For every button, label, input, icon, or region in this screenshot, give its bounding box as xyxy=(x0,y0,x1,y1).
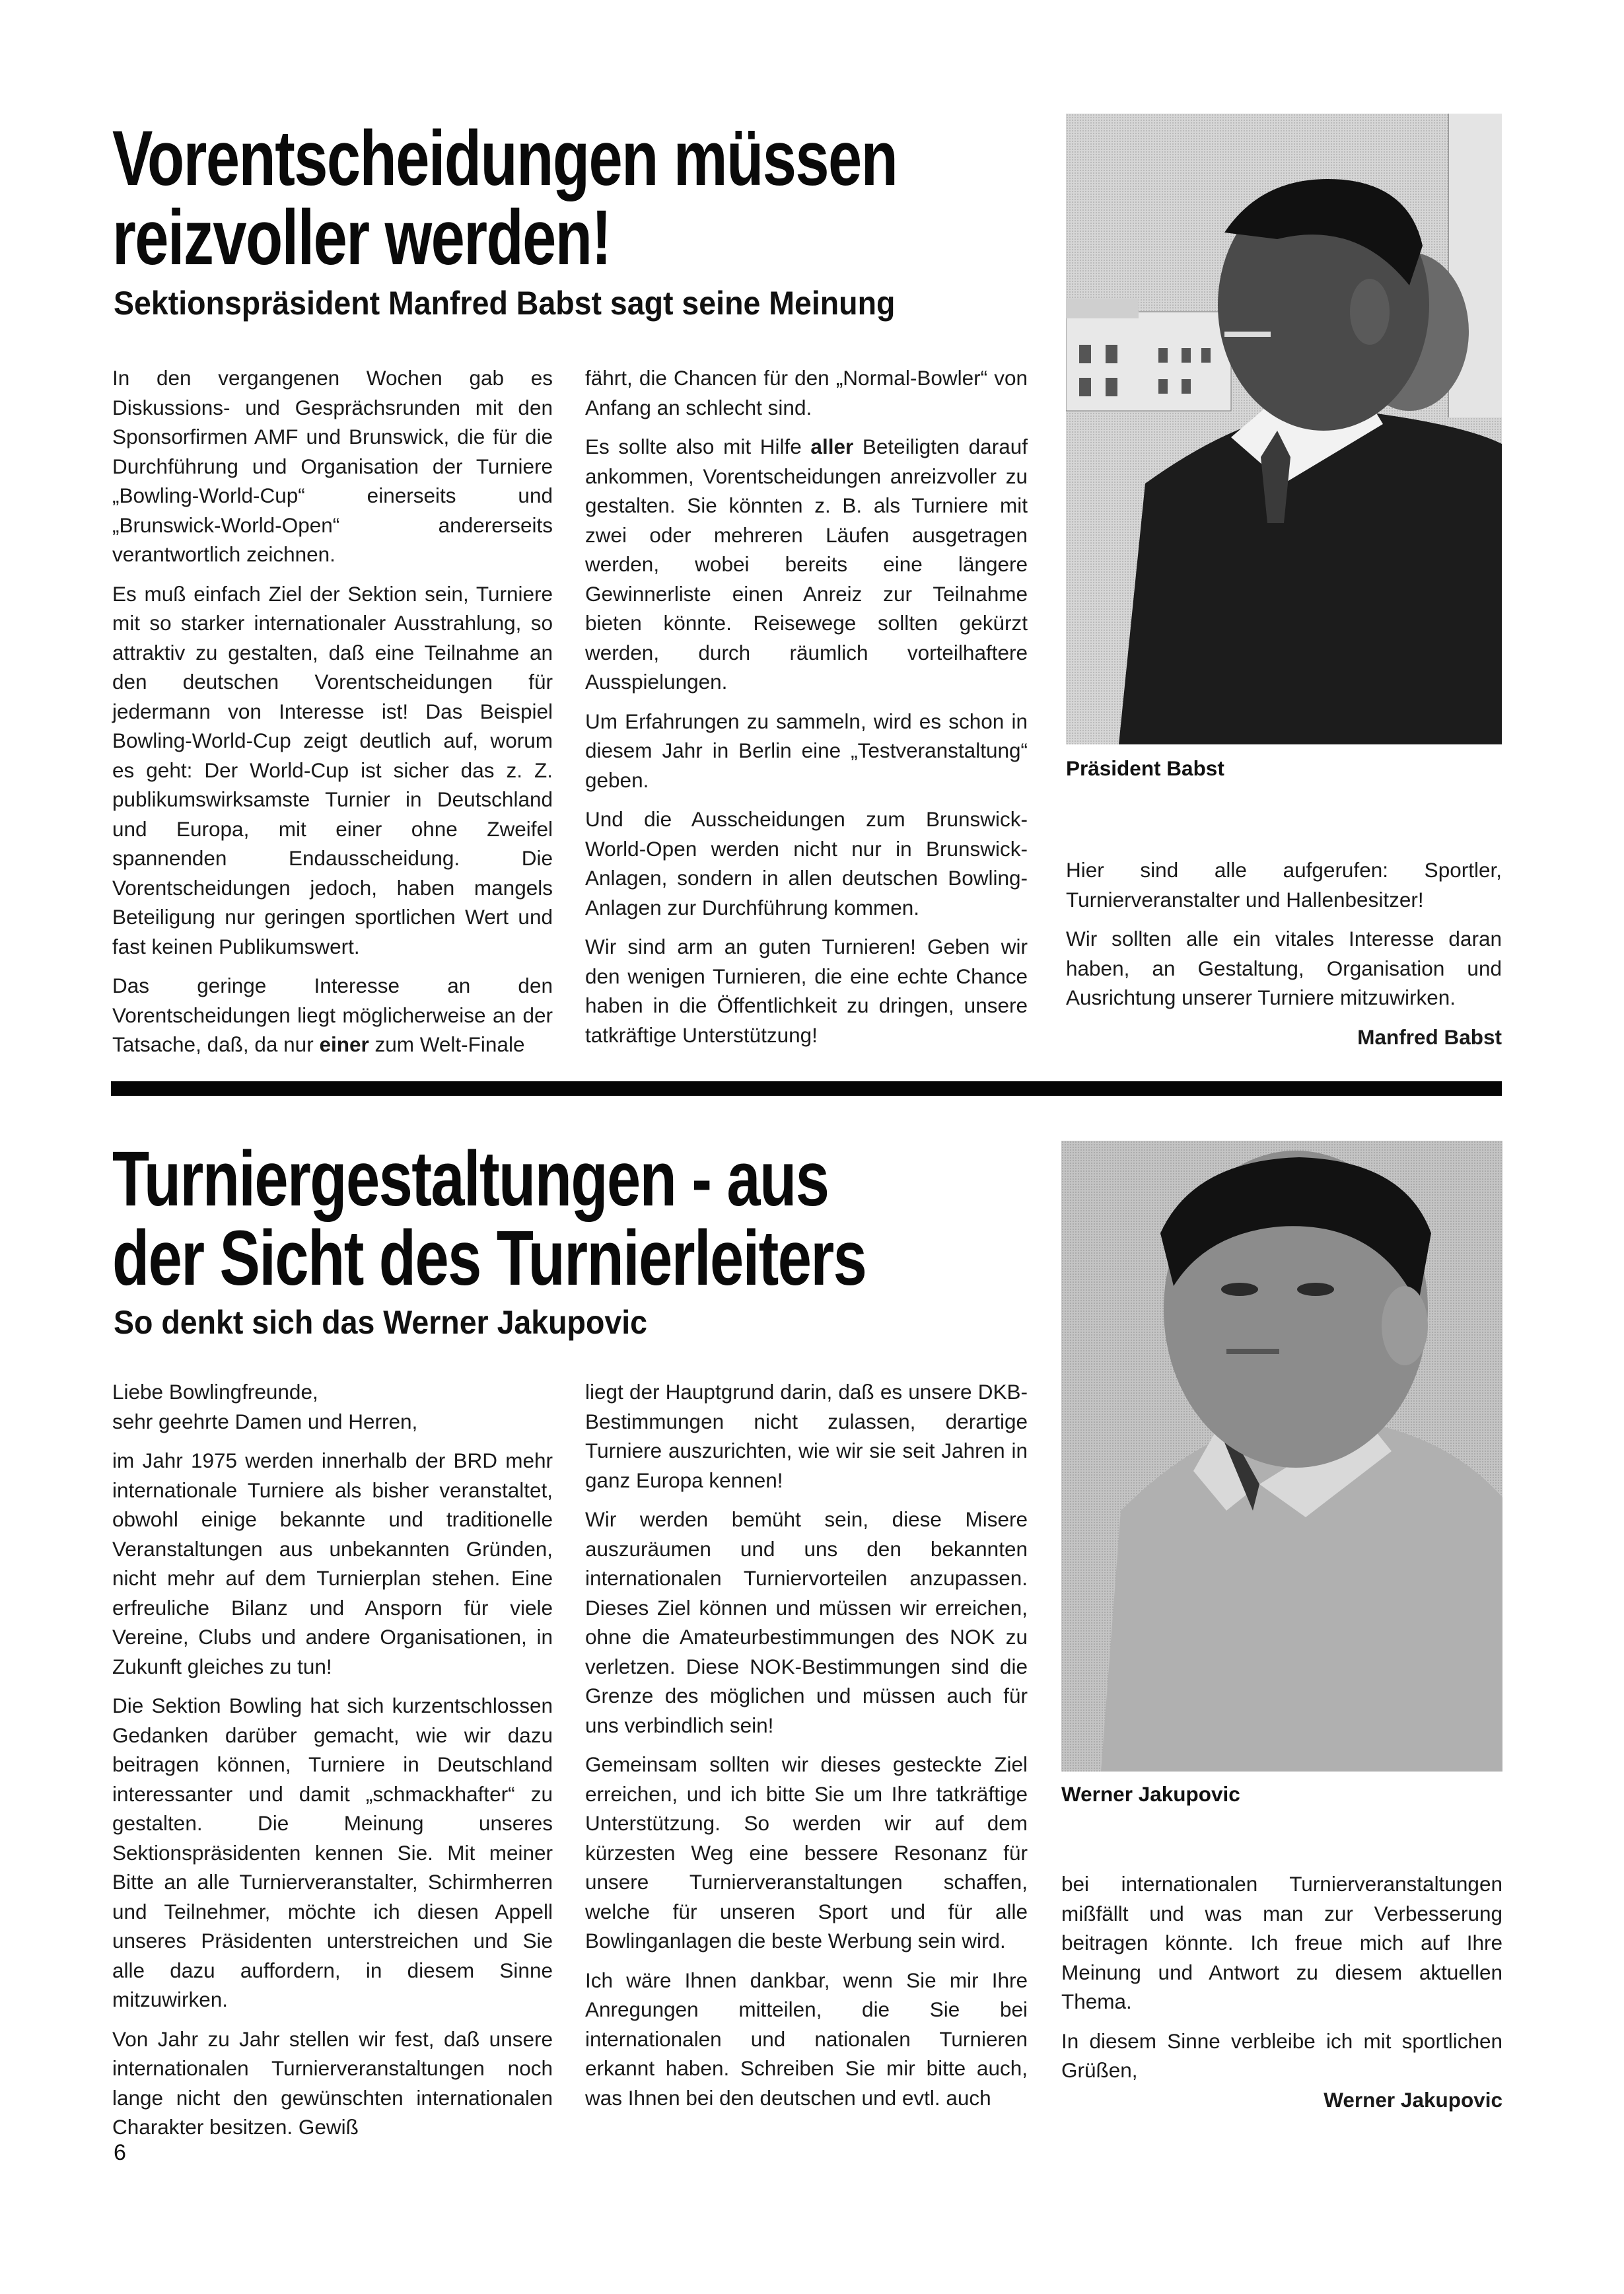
article1-headline-line2: reizvoller werden! xyxy=(112,194,611,281)
paragraph: Um Erfahrungen zu sammeln, wird es schon in diesem Jahr in Berlin eine „Testveranstaltung“ geben. xyxy=(585,709,1028,792)
paragraph: Von Jahr zu Jahr stellen wir fest, daß unsere internationalen Turnierveranstaltungen noch lange nicht den gewünschten internationalen Charakter besitzen. Gewiß xyxy=(112,2026,553,2139)
paragraph xyxy=(112,971,553,1059)
article2-column-3 xyxy=(1061,1869,1502,2124)
paragraph: Die Sektion Bowling hat sich kurzentschlossen Gedanken darüber gemacht, wie wir dazu beitragen können, Turniere in Deutschland interessanter und damit „schmackhafter“ zu gestalten. Die Meinung unseres Sektionspräsidenten kennen Sie. Mit meiner Bitte an alle Turnierveranstalter, Schirmherren und Teilnehmer, möchte ich diesen Appell unseres Präsidenten unterstreichen und Sie alle dazu auffordern, in diesem Sinne mitzuwirken. xyxy=(112,1694,553,2011)
article1-column-2 xyxy=(585,363,1028,1059)
paragraph: Und die Ausscheidungen zum Brunswick-World-Open werden nicht nur in Brunswick-Anlagen, sondern in allen deutschen Bowling-Anlagen zur Durchführung kommen. xyxy=(585,807,1028,919)
article2-column-2 xyxy=(585,1377,1028,2122)
paragraph: fährt, die Chancen für den „Normal-Bowler“ von Anfang an schlecht sind. xyxy=(585,366,1028,419)
paragraph: Wir sollten alle ein vitales Interesse daran haben, an Gestaltung, Organisation und Ausrichtung unserer Turniere mitzuwirken. xyxy=(1066,927,1502,1009)
text: Das geringe Interesse an den Vorentscheidungen liegt möglicherweise an der Tatsache, daß, da nur xyxy=(112,974,553,1056)
paragraph xyxy=(585,432,1028,697)
greeting-line: sehr geehrte Damen und Herren, xyxy=(112,1409,418,1433)
article1-headline-line1: Vorentscheidungen müssen xyxy=(112,115,898,202)
paragraph: Wir werden bemüht sein, diese Misere auszuräumen und uns den bekannten internationalen Turniervorteilen anzupassen. Dieses Ziel können und müssen wir erreichen, ohne die Amateurbestimmungen des NOK zu verletzen. Diese NOK-Bestimmungen sind die Grenze des möglichen und müssen auch für uns verbindlich sein! xyxy=(585,1507,1028,1737)
paragraph: im Jahr 1975 werden innerhalb der BRD mehr internationale Turniere als bisher veranstaltet, obwohl einige bekannte und traditionelle Veranstaltungen aus unbekannten Gründen, nicht mehr auf dem Turnierplan stehen. Eine erfreuliche Bilanz und Ansporn für viele Vereine, Clubs und andere Organisationen, in Zukunft gleiches zu tun! xyxy=(112,1449,553,1678)
article1-column-3 xyxy=(1066,855,1502,1061)
photo-caption-jakupovic: Werner Jakupovic xyxy=(1061,1782,1240,1806)
paragraph: In den vergangenen Wochen gab es Diskussions- und Gesprächsrunden mit den Sponsorfirmen AMF und Brunswick, die für die Durchführung und Organisation der Turniere „Bowling-World-Cup“ einerseits und „Brunswick-World-Open“ andererseits verantwortlich zeichnen. xyxy=(112,366,553,566)
portrait-photo-icon xyxy=(1061,1141,1502,1772)
portrait-photo-icon xyxy=(1066,114,1502,744)
paragraph: Hier sind alle aufgerufen: Sportler, Turnierveranstalter und Hallenbesitzer! xyxy=(1066,858,1502,912)
bold-text: einer xyxy=(319,1032,369,1056)
article2-headline-line1: Turniergestaltungen - aus xyxy=(112,1135,829,1223)
article2-headline-line2: der Sicht des Turnierleiters xyxy=(112,1215,866,1302)
signature-manfred-babst: Manfred Babst xyxy=(1357,1024,1502,1049)
portrait-photo-babst xyxy=(1066,114,1502,744)
text: Beteiligten darauf ankommen, Vorentscheidungen anreizvoller zu gestalten. Sie könnten z. B. als Turniere mit zwei oder mehreren Läufen ausgetragen werden, wobei bereits eine längere Gewinnerliste einen Anreiz zur Teilnahme bieten könnte. Reisewege sollten gekürzt werden, durch räumlich vorteilhaftere Ausspielungen. xyxy=(585,435,1028,694)
paragraph: In diesem Sinne verbleibe ich mit sportlichen Grüßen, xyxy=(1061,2028,1502,2082)
paragraph: Es muß einfach Ziel der Sektion sein, Turniere mit so starker internationaler Ausstrahlung, so attraktiv zu gestalten, daß eine Teilnahme an den deutschen Vorentscheidungen für jedermann von Interesse ist! Das Beispiel Bowling-World-Cup zeigt deutlich auf, worum es geht: Der World-Cup ist sicher das z. Z. publikumswirksamste Turnier in Deutschland und Europa, mit einer ohne Zweifel spannenden Endausscheidung. Die Vorentscheidungen jedoch, haben mangels Beteiligung nur geringen sportlichen Wert und fast keinen Publikumswert. xyxy=(112,581,553,958)
signature-werner-jakupovic: Werner Jakupovic xyxy=(1324,2087,1502,2112)
paragraph: liegt der Hauptgrund darin, daß es unsere DKB-Bestimmungen nicht zulassen, derartige Turniere auszurichten, wie wir sie seit Jahren in ganz Europa kennen! xyxy=(585,1380,1028,1492)
article2-column-1 xyxy=(112,1377,553,2152)
article1-subhead: Sektionspräsident Manfred Babst sagt seine Meinung xyxy=(114,285,896,322)
paragraph: Ich wäre Ihnen dankbar, wenn Sie mir Ihre Anregungen mitteilen, die Sie bei internationalen und nationalen Turnieren erkannt haben. Schreiben Sie mir bitte auch, was Ihnen bei den deutschen und evtl. auch xyxy=(585,1968,1028,2110)
page-number: 6 xyxy=(114,2140,126,2165)
paragraph: bei internationalen Turnierveranstaltungen mißfällt und was man zur Verbesserung beitragen könnte. Ich freue mich auf Ihre Meinung und Antwort zu diesem aktuellen Thema. xyxy=(1061,1872,1502,2013)
section-divider xyxy=(111,1081,1502,1096)
greeting-line: Liebe Bowlingfreunde, xyxy=(112,1380,318,1404)
paragraph: Gemeinsam sollten wir dieses gesteckte Ziel erreichen, und ich bitte Sie um Ihre tatkräftige Unterstützung. So werden wir auf dem kürzesten Weg eine bessere Resonanz für unsere Turnierveranstaltungen schaffen, welche für unseren Sport und für alle Bowlinganlagen die beste Werbung sein wird. xyxy=(585,1752,1028,1953)
text: zum Welt-Finale xyxy=(369,1032,525,1056)
portrait-photo-jakupovic xyxy=(1061,1141,1502,1772)
text: Es sollte also mit Hilfe xyxy=(585,435,811,458)
photo-caption-babst: Präsident Babst xyxy=(1066,756,1224,780)
paragraph: Wir sind arm an guten Turnieren! Geben wir den wenigen Turnieren, die eine echte Chance haben in die Öffentlichkeit zu dringen, unsere tatkräftige Unterstützung! xyxy=(585,935,1028,1047)
article1-column-1 xyxy=(112,363,553,1069)
bold-text: aller xyxy=(810,435,854,458)
article2-subhead: So denkt sich das Werner Jakupovic xyxy=(114,1304,648,1341)
